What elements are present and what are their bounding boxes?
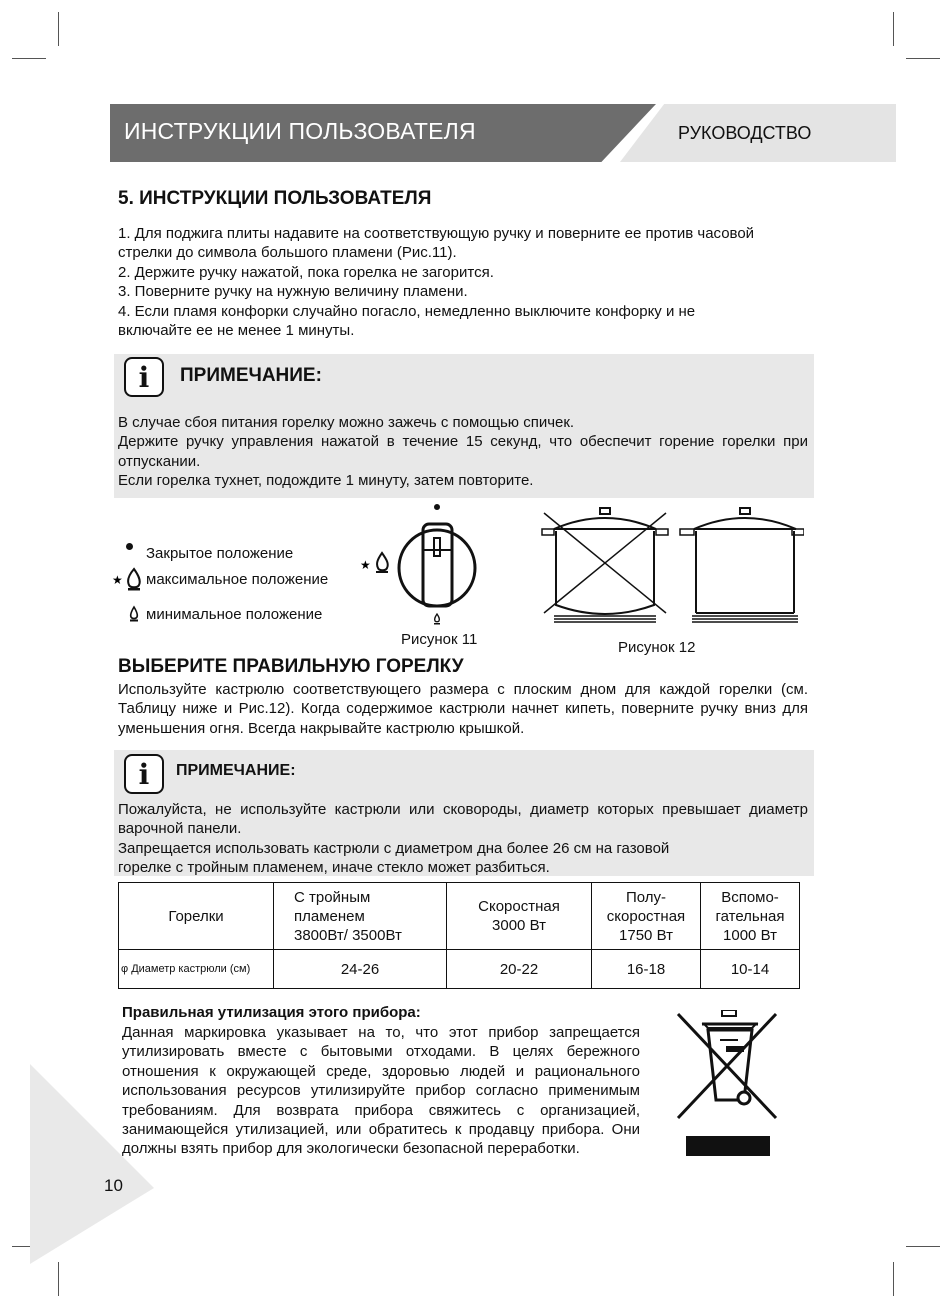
instruction-line: 4. Если пламя конфорки случайно погасло, немедленно выключите конфорку и не [118, 302, 696, 320]
disposal-bar [686, 1136, 770, 1156]
disposal-heading: Правильная утилизация этого прибора: [122, 1004, 421, 1021]
crop-mark [906, 58, 940, 59]
svg-text:★: ★ [360, 558, 371, 572]
table-row [119, 950, 800, 989]
legend-max: максимальное положение [146, 571, 329, 588]
closed-dot-icon [126, 543, 133, 550]
instructions-list [118, 224, 818, 340]
figure-12-caption: Рисунок 12 [618, 639, 696, 656]
table-header-cell: Горелки [119, 883, 274, 950]
table-row-label: φ Диаметр кастрюли (см) [119, 950, 274, 989]
crop-mark [893, 12, 894, 46]
crossed-bin-icon [676, 1010, 780, 1130]
note-line: Держите ручку управления нажатой в течение 15 секунд, что обеспечит горение горелки при отпускании. [118, 433, 808, 470]
table-header-cell [592, 883, 701, 950]
disposal-text: Данная маркировка указывает на то, что этот прибор запрещается утилизировать вместе с бытовыми отходами. В целях бережного отношения к окружающей среде, здоровью людей и рационального использования ресурсов утилизируйте прибор согласно применимым требованиям. Для возврата прибора свяжитесь с организацией, занимающейся утилизацией, или обратитесь к продавцу прибора. Они должны взять прибор для экологически безопасной переработки. [122, 1024, 640, 1158]
control-knob-figure [360, 500, 490, 628]
page-number: 10 [104, 1176, 123, 1195]
section-heading-instructions: 5. ИНСТРУКЦИИ ПОЛЬЗОВАТЕЛЯ [118, 188, 432, 209]
table-cell: 10-14 [701, 950, 800, 989]
note-text [118, 800, 808, 878]
note-text [118, 413, 808, 491]
table-cell: 24-26 [274, 950, 447, 989]
figure-11-caption: Рисунок 11 [401, 631, 478, 648]
header-line: Полу- [625, 888, 667, 906]
section-heading-burner: ВЫБЕРИТЕ ПРАВИЛЬНУЮ ГОРЕЛКУ [118, 656, 464, 677]
instruction-line: 3. Поверните ручку на нужную величину пламени. [118, 283, 468, 301]
note-title: ПРИМЕЧАНИЕ: [180, 365, 322, 386]
crop-mark [893, 1262, 894, 1296]
instruction-line: 1. Для поджига плиты надавите на соответствующую ручку и поверните ее против часовой [118, 225, 755, 242]
header-line: гательная [715, 907, 785, 925]
crop-mark [12, 58, 46, 59]
info-icon: i [124, 754, 164, 794]
table-header-cell [274, 883, 447, 950]
crop-mark [906, 1246, 940, 1247]
note-line: Запрещается использовать кастрюли с диаметром дна более 26 см на газовой [118, 839, 670, 857]
note-line: В случае сбоя питания горелку можно зажечь с помощью спичек. [118, 414, 575, 431]
pots-figure [540, 505, 804, 630]
burner-table [118, 882, 800, 989]
svg-text:★: ★ [112, 573, 123, 587]
min-flame-icon [128, 605, 140, 623]
max-flame-icon [112, 566, 144, 592]
crop-mark [58, 1262, 59, 1296]
header-line: 3000 Вт [492, 917, 546, 934]
note-line: Пожалуйста, не используйте кастрюли или сковороды, диаметр которых превышает диаметр варочной панели. [118, 801, 808, 838]
table-header-cell [701, 883, 800, 950]
header-line: Вспомо- [721, 888, 779, 906]
crop-mark [58, 12, 59, 46]
legend-min: минимальное положение [146, 606, 323, 623]
table-header-row [119, 883, 800, 950]
info-icon: i [124, 357, 164, 397]
header-line: 1750 Вт [619, 926, 673, 944]
header-line: 1000 Вт [723, 926, 777, 944]
header-line: Скоростная [478, 898, 560, 915]
header-title: ИНСТРУКЦИИ ПОЛЬЗОВАТЕЛЯ [124, 118, 476, 144]
instruction-line: 2. Держите ручку нажатой, пока горелка не загорится. [118, 263, 494, 281]
header-manual-label: РУКОВОДСТВО [678, 123, 812, 143]
instruction-line: стрелки до символа большого пламени (Рис.11). [118, 244, 457, 262]
header-line: С тройным [294, 888, 371, 906]
table-header-cell [447, 883, 592, 950]
note-title: ПРИМЕЧАНИЕ: [176, 762, 296, 779]
table-cell: 16-18 [592, 950, 701, 989]
legend-closed: Закрытое положение [146, 545, 294, 562]
instruction-line: включайте ее не менее 1 минуты. [118, 322, 355, 340]
header-line: 3800Вт/ 3500Вт [294, 926, 402, 944]
header-line: скоростная [606, 907, 686, 925]
burner-text: Используйте кастрюлю соответствующего размера с плоским дном для каждой горелки (см. Таблицу ниже и Рис.12). Когда содержимое кастрюли начнет кипеть, поверните ручку вниз для уменьшения огня. Всегда накрывайте кастрюлю крышкой. [118, 681, 808, 737]
table-cell: 20-22 [447, 950, 592, 989]
header-line: пламенем [294, 907, 365, 925]
note-line: горелке с тройным пламенем, иначе стекло может разбиться. [118, 859, 550, 877]
note-line: Если горелка тухнет, подождите 1 минуту, затем повторите. [118, 472, 534, 490]
